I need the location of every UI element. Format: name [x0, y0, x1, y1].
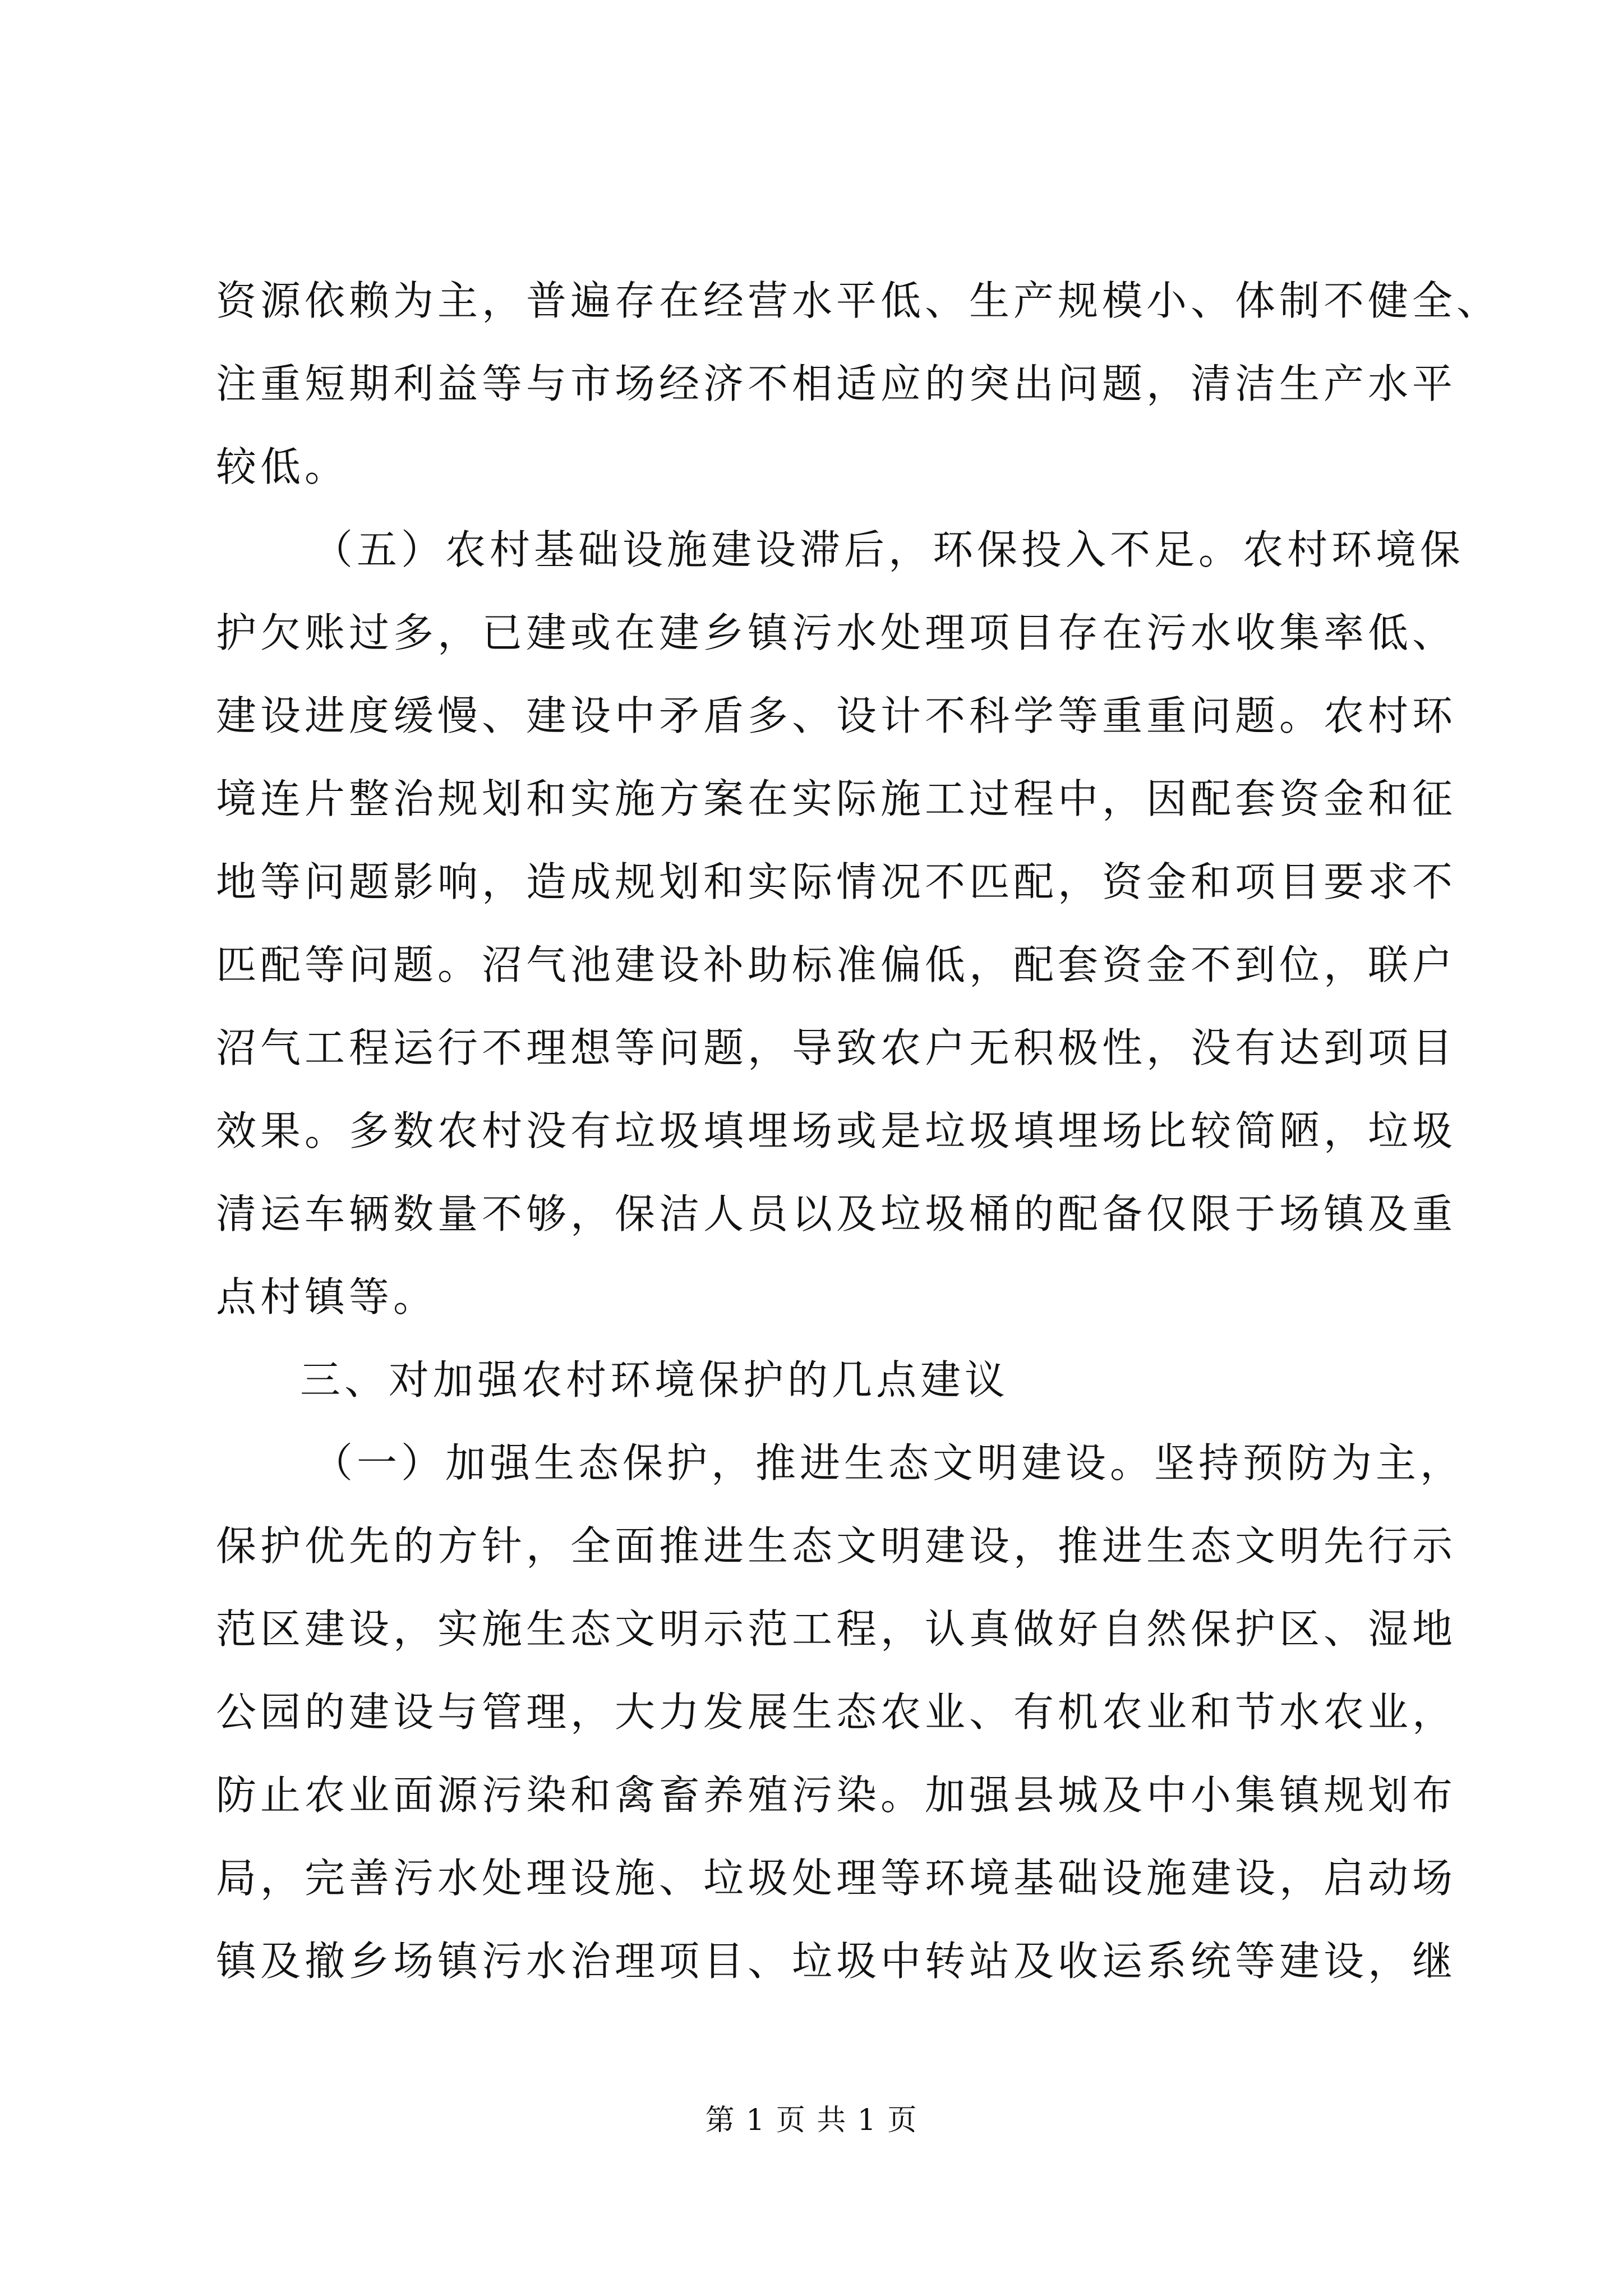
body-line: 注重短期利益等与市场经济不相适应的突出问题，清洁生产水平: [216, 360, 1457, 407]
page-footer: [0, 2101, 1623, 2140]
body-line: 镇及撤乡场镇污水治理项目、垃圾中转站及收运系统等建设，继: [216, 1938, 1457, 1985]
body-line: 匹配等问题。沼气池建设补助标准偏低，配套资金不到位，联户: [216, 941, 1457, 988]
section-heading: 三、对加强农村环境保护的几点建议: [300, 1356, 1009, 1404]
body-line: 较低。: [216, 443, 349, 490]
body-line: 护欠账过多，已建或在建乡镇污水处理项目存在污水收集率低、: [216, 609, 1457, 656]
document-body: [216, 259, 1501, 2003]
body-line: 建设进度缓慢、建设中矛盾多、设计不科学等重重问题。农村环: [216, 692, 1457, 739]
page-number: 第 1 页 共 1 页: [705, 2104, 918, 2137]
body-line: 公园的建设与管理，大力发展生态农业、有机农业和节水农业，: [216, 1688, 1457, 1736]
body-line: 资源依赖为主，普遍存在经营水平低、生产规模小、体制不健全、: [216, 277, 1501, 324]
body-line: 范区建设，实施生态文明示范工程，认真做好自然保护区、湿地: [216, 1605, 1457, 1653]
body-line: 地等问题影响，造成规划和实际情况不匹配，资金和项目要求不: [216, 858, 1457, 905]
section-five-first-line: （五）农村基础设施建设滞后，环保投入不足。农村环境保: [312, 526, 1465, 573]
body-line: 沼气工程运行不理想等问题，导致农户无积极性，没有达到项目: [216, 1024, 1457, 1071]
body-line: 局，完善污水处理设施、垃圾处理等环境基础设施建设，启动场: [216, 1855, 1457, 1902]
subsection-one-first-line: （一）加强生态保护，推进生态文明建设。坚持预防为主，: [312, 1439, 1465, 1487]
body-line: 防止农业面源污染和禽畜养殖污染。加强县城及中小集镇规划布: [216, 1772, 1457, 1819]
body-line: 点村镇等。: [216, 1273, 438, 1320]
body-line: 保护优先的方针，全面推进生态文明建设，推进生态文明先行示: [216, 1522, 1457, 1570]
body-line: 境连片整治规划和实施方案在实际施工过程中，因配套资金和征: [216, 775, 1457, 822]
body-line: 效果。多数农村没有垃圾填埋场或是垃圾填埋场比较简陋，垃圾: [216, 1107, 1457, 1154]
body-line: 清运车辆数量不够，保洁人员以及垃圾桶的配备仅限于场镇及重: [216, 1190, 1457, 1237]
